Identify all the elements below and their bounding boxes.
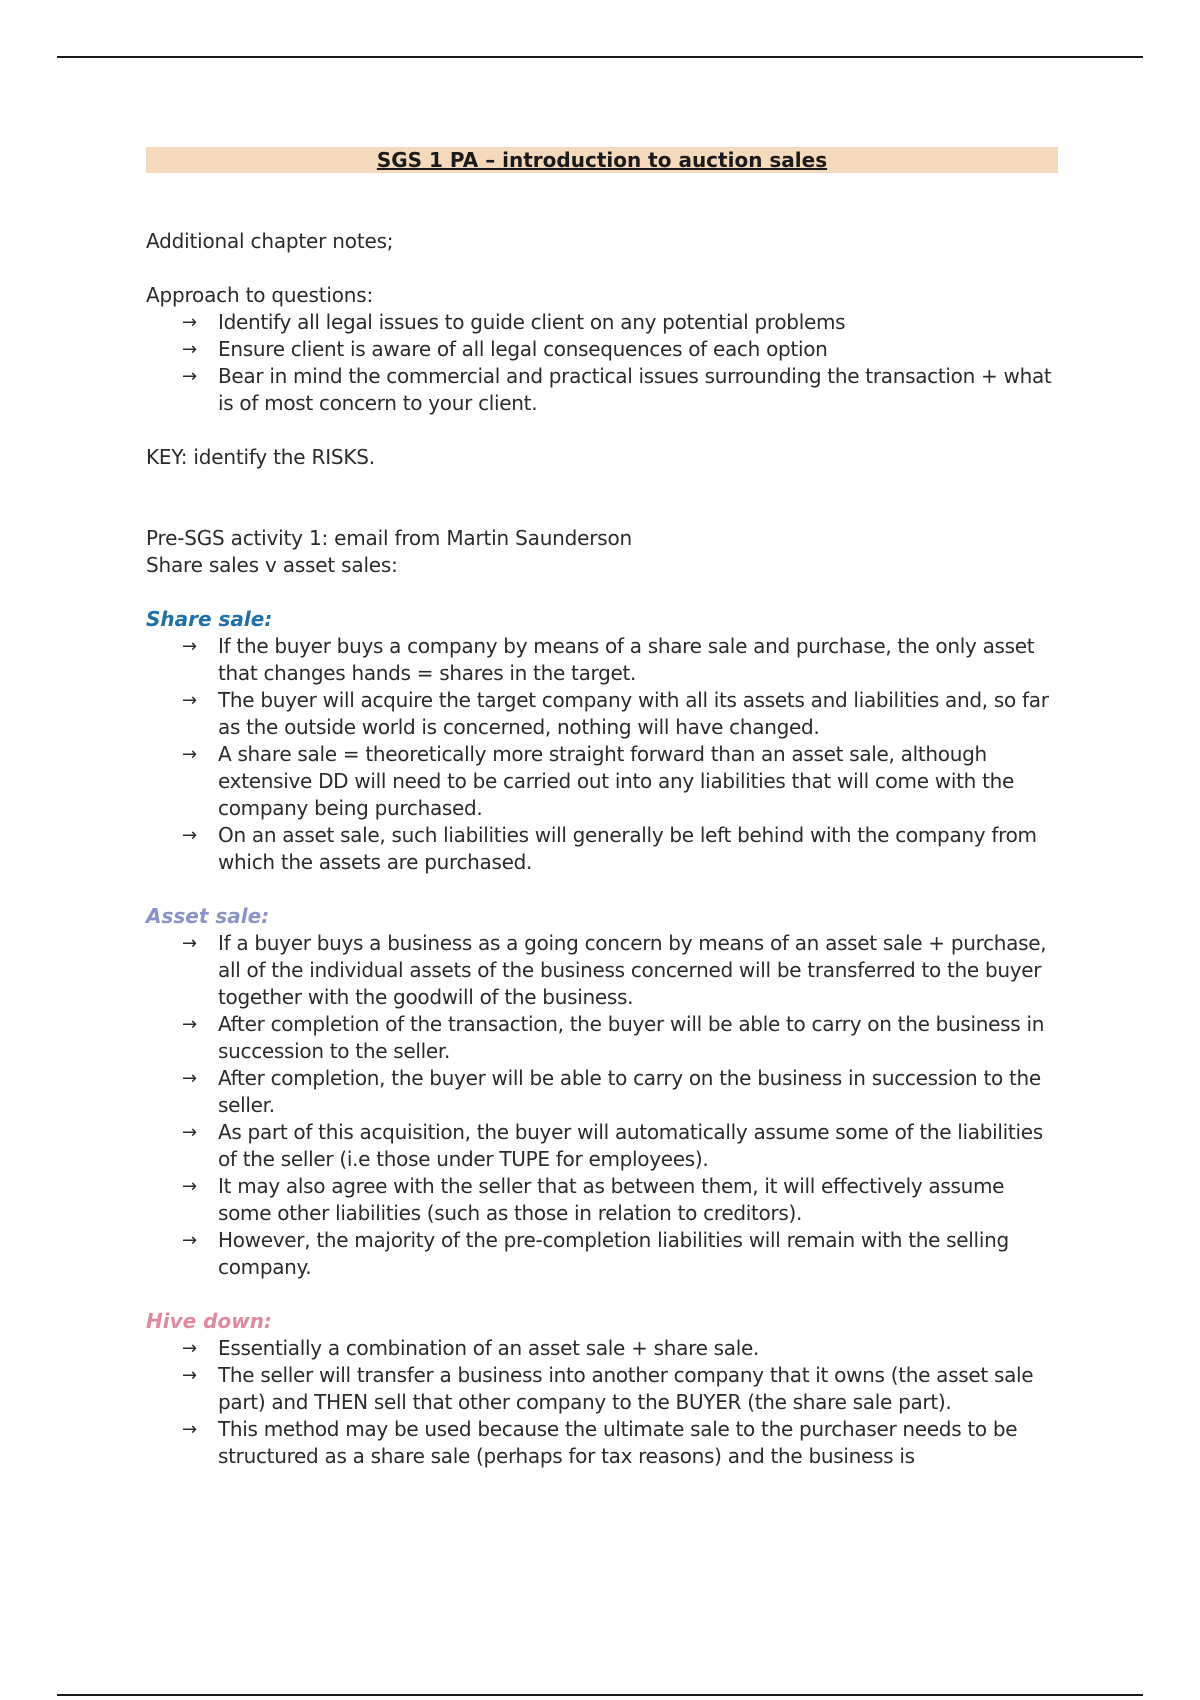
- title-bar: [146, 147, 1058, 173]
- list-item: → It may also agree with the seller that as between them, it will effectively assume some other liabilities (such as those in relation to creditors).: [182, 1174, 1005, 1225]
- hive-down-heading: Hive down:: [146, 1309, 272, 1333]
- list-item: → If a buyer buys a business as a going concern by means of an asset sale + purchase, all of the individual assets of the business concerned will be transferred to the buyer together with the goodwill of the business.: [182, 931, 1047, 1009]
- arrow-icon: →: [182, 1230, 197, 1251]
- asset-sale-heading: Asset sale:: [146, 904, 270, 928]
- asset-sale-list: [146, 930, 1058, 1281]
- intro-text: Additional chapter notes;: [146, 229, 394, 253]
- approach-list: [146, 309, 1058, 417]
- list-item: → This method may be used because the ultimate sale to the purchaser needs to be structured as a share sale (perhaps for tax reasons) and the business is: [182, 1417, 1018, 1468]
- arrow-icon: →: [182, 366, 197, 387]
- bottom-rule: [57, 1694, 1143, 1696]
- arrow-icon: →: [182, 933, 197, 954]
- list-item: → However, the majority of the pre-completion liabilities will remain with the selling company.: [182, 1228, 1009, 1279]
- hive-down-list: [146, 1335, 1058, 1470]
- list-item: → The buyer will acquire the target company with all its assets and liabilities and, so far as the outside world is concerned, nothing will have changed.: [182, 688, 1049, 739]
- list-item: → Essentially a combination of an asset sale + share sale.: [182, 1336, 760, 1360]
- arrow-icon: →: [182, 636, 197, 657]
- page-title: SGS 1 PA – introduction to auction sales: [376, 148, 828, 172]
- arrow-icon: →: [182, 1338, 197, 1359]
- list-item: → Ensure client is aware of all legal consequences of each option: [182, 337, 828, 361]
- arrow-icon: →: [182, 1419, 197, 1440]
- list-item: → Bear in mind the commercial and practical issues surrounding the transaction + what is of most concern to your client.: [182, 364, 1052, 415]
- list-item: → A share sale = theoretically more straight forward than an asset sale, although extensive DD will need to be carried out into any liabilities that will come with the company being purchased.: [182, 742, 1014, 820]
- arrow-icon: →: [182, 1365, 197, 1386]
- list-item: → Identify all legal issues to guide client on any potential problems: [182, 310, 846, 334]
- arrow-icon: →: [182, 1014, 197, 1035]
- document-page: [146, 147, 1058, 1470]
- key-note: KEY: identify the RISKS.: [146, 445, 375, 469]
- arrow-icon: →: [182, 1068, 197, 1089]
- list-item: → The seller will transfer a business into another company that it owns (the asset sale part) and THEN sell that other company to the BUYER (the share sale part).: [182, 1363, 1034, 1414]
- arrow-icon: →: [182, 744, 197, 765]
- list-item: → If the buyer buys a company by means of a share sale and purchase, the only asset that changes hands = shares in the target.: [182, 634, 1035, 685]
- pre-sgs-activity: Pre-SGS activity 1: email from Martin Saunderson: [146, 526, 632, 550]
- arrow-icon: →: [182, 1176, 197, 1197]
- share-sale-list: [146, 633, 1058, 876]
- list-item: → As part of this acquisition, the buyer will automatically assume some of the liabilities of the seller (i.e those under TUPE for employees).: [182, 1120, 1043, 1171]
- arrow-icon: →: [182, 339, 197, 360]
- arrow-icon: →: [182, 1122, 197, 1143]
- share-sale-heading: Share sale:: [146, 607, 273, 631]
- arrow-icon: →: [182, 825, 197, 846]
- arrow-icon: →: [182, 312, 197, 333]
- top-rule: [57, 56, 1143, 58]
- list-item: → After completion, the buyer will be able to carry on the business in succession to the seller.: [182, 1066, 1041, 1117]
- list-item: → After completion of the transaction, the buyer will be able to carry on the business in succession to the seller.: [182, 1012, 1045, 1063]
- approach-label: Approach to questions:: [146, 283, 373, 307]
- arrow-icon: →: [182, 690, 197, 711]
- comparison-heading: Share sales v asset sales:: [146, 553, 398, 577]
- list-item: → On an asset sale, such liabilities will generally be left behind with the company from which the assets are purchased.: [182, 823, 1037, 874]
